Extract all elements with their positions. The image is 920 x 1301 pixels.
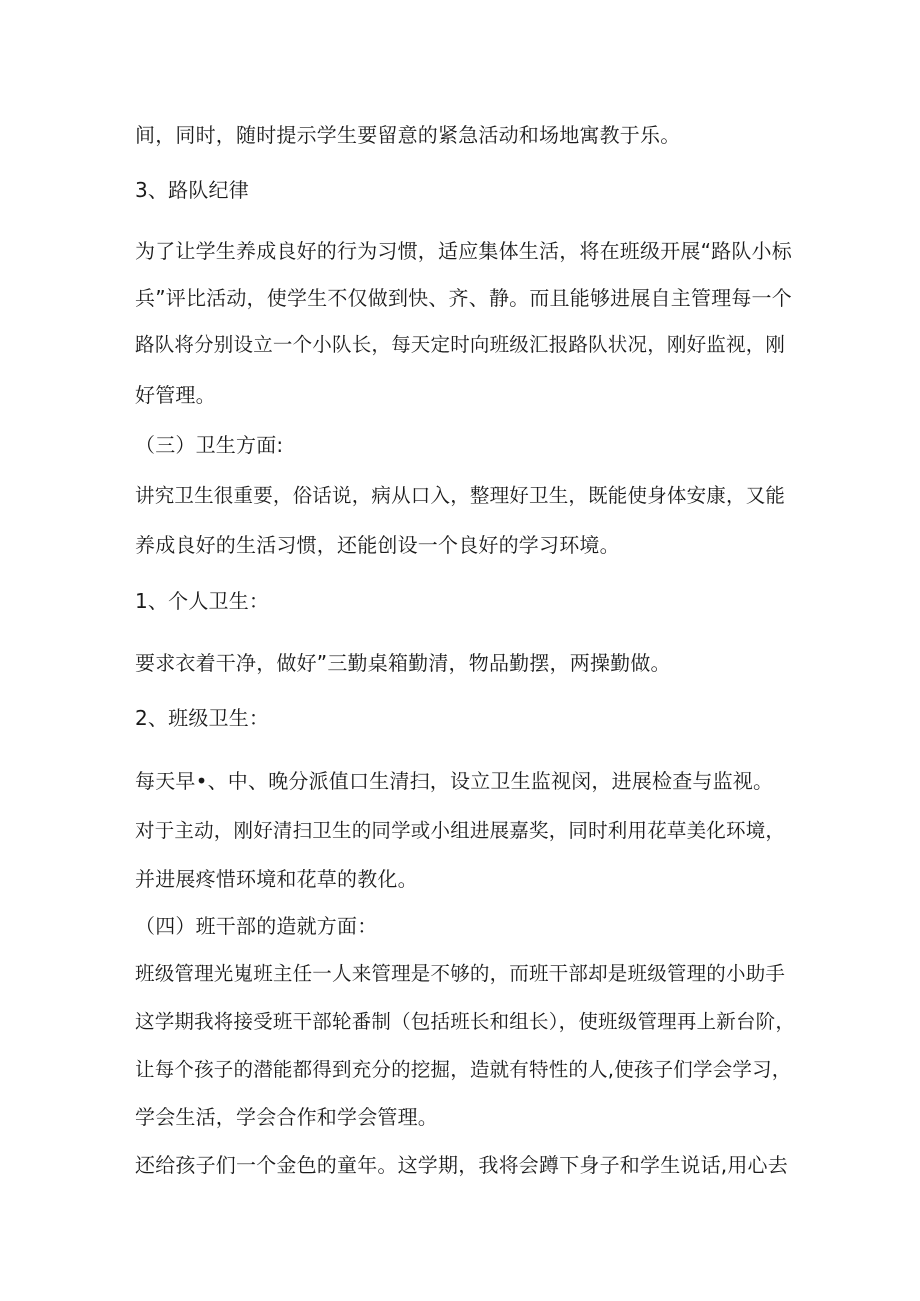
text-line: 还给孩子们一个金色的童年。这学期，我将会蹲下身子和学生说话,用心去 bbox=[135, 1153, 788, 1177]
text-line: 为了让学生养成良好的行为习惯，适应集体生活，将在班级开展“路队小标 bbox=[135, 239, 792, 263]
section-heading: （四）班干部的造就方面： bbox=[135, 914, 378, 938]
text-line: 这学期我将接受班干部轮番制（包括班长和组长），使班级管理再上新台阶， bbox=[135, 1010, 796, 1033]
text-line: 兵”评比活动，使学生不仅做到快、齐、静。而且能够进展自主管理每一个 bbox=[135, 286, 792, 310]
text-line: 每天早•、中、晚分派值口生清扫，设立卫生监视闵，进展检查与监视。 bbox=[135, 769, 774, 793]
text-line: 学会生活，学会合作和学会管理。 bbox=[135, 1105, 438, 1129]
text-line: 并进展疼惜环境和花草的教化。 bbox=[135, 867, 418, 891]
text-line: 间，同时，随时提示学生要留意的紧急活动和场地寓教于乐。 bbox=[135, 123, 681, 147]
section-heading: （三）卫生方面: bbox=[135, 433, 284, 457]
text-line: 班级管理光嵬班主任一人来管理是不够的，而班干部却是班级管理的小助手 bbox=[135, 962, 786, 985]
text-line: 好管理。 bbox=[135, 383, 216, 407]
text-line: 讲究卫生很重要，俗话说，病从口入，整理好卫生，既能使身体安康，又能 bbox=[135, 484, 786, 507]
text-line: 让每个孩子的潜能都得到充分的挖掘，造就有特性的人,使孩子们学会学习， bbox=[135, 1058, 792, 1081]
section-heading: 3、路队纪律 bbox=[135, 178, 249, 202]
text-line: 对于主动，刚好清扫卫生的同学或小组进展嘉奖，同时利用花草美化环境， bbox=[135, 819, 786, 842]
text-line: 养成良好的生活习惯，还能创设一个良好的学习环境。 bbox=[135, 533, 620, 557]
text-line: 要求衣着干净，做好”三勤桌箱勤清，物品勤摆，两操勤做。 bbox=[135, 651, 671, 675]
section-heading: 1、个人卫生： bbox=[135, 589, 270, 613]
section-heading: 2、班级卫生： bbox=[135, 706, 270, 730]
text-line: 路队将分别设立一个小队长，每天定时向班级汇报路队状况，刚好监视，刚 bbox=[135, 333, 786, 356]
